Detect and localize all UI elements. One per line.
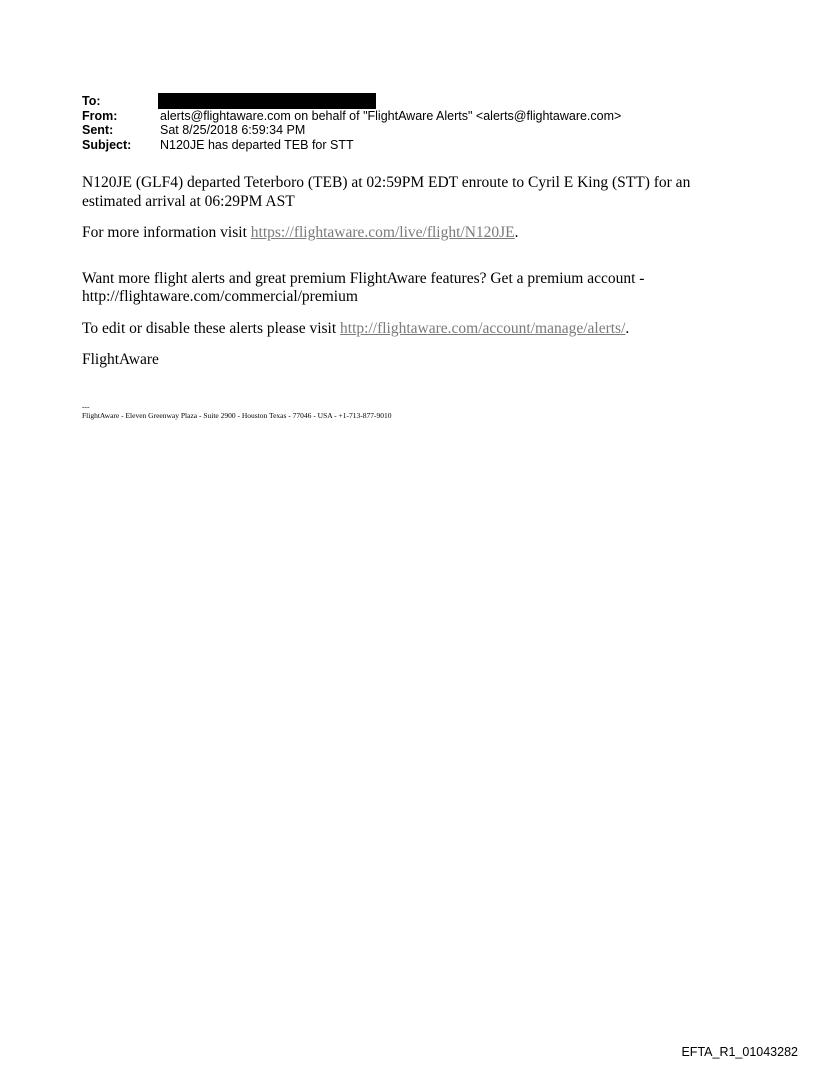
from-value: alerts@flightaware.com on behalf of "FlightAware Alerts" <alerts@flightaware.com> <box>160 108 622 123</box>
sent-row <box>82 123 621 138</box>
more-info-paragraph <box>82 224 742 243</box>
to-label: To: <box>82 94 101 108</box>
from-label: From: <box>82 108 118 123</box>
premium-promo-paragraph: Want more flight alerts and great premium FlightAware features? Get a premium account - http://flightaware.com/commercial/premium <box>82 269 645 305</box>
footer-separator: --- <box>82 402 90 411</box>
manage-alerts-period: . <box>625 319 630 337</box>
from-row <box>82 109 621 124</box>
document-id: EFTA_R1_01043282 <box>681 1045 798 1059</box>
subject-value: N120JE has departed TEB for STT <box>160 137 354 152</box>
sent-value: Sat 8/25/2018 6:59:34 PM <box>160 123 306 137</box>
flight-status-paragraph: N120JE (GLF4) departed Teterboro (TEB) at 02:59PM EDT enroute to Cyril E King (STT) for an estimated arrival at 06:29PM AST <box>82 174 691 210</box>
subject-label: Subject: <box>82 137 132 152</box>
flight-tracking-link[interactable]: https://flightaware.com/live/flight/N120JE <box>250 224 515 241</box>
manage-alerts-paragraph <box>82 320 742 339</box>
signature: FlightAware <box>82 351 159 368</box>
more-info-period: . <box>514 224 519 241</box>
subject-row <box>82 138 621 153</box>
email-body <box>82 174 742 370</box>
email-footer <box>82 402 392 420</box>
more-info-text: For more information visit <box>82 224 251 241</box>
manage-alerts-link[interactable]: http://flightaware.com/account/manage/alerts/ <box>340 319 626 337</box>
manage-alerts-text: To edit or disable these alerts please visit <box>82 319 341 337</box>
redaction-block <box>158 93 376 109</box>
sent-label: Sent: <box>82 123 114 137</box>
footer-address: FlightAware - Eleven Greenway Plaza - Suite 2900 - Houston Texas - 77046 - USA - +1-713-877-9010 <box>82 411 392 420</box>
